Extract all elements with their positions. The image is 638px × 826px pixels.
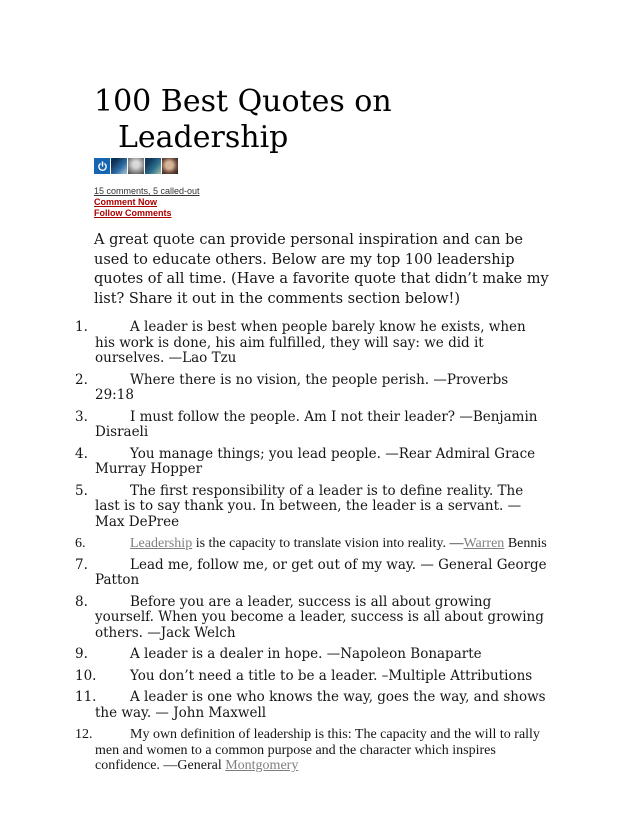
quote-number: 8.	[75, 593, 88, 610]
quote-number: 12.	[75, 727, 93, 742]
quote-link[interactable]: Warren	[463, 536, 505, 551]
comments-links	[94, 186, 549, 219]
quote-text-segment: is the capacity to translate vision into reality. —	[192, 536, 464, 551]
power-icon	[97, 161, 108, 172]
quote-text-segment: A leader is one who knows the way, goes the way, and shows the way. — John Maxwell	[95, 689, 546, 721]
quote-text-segment: Bennis	[504, 536, 547, 551]
page-title-line1: 100 Best Quotes on	[94, 84, 392, 119]
quote-text	[95, 320, 549, 367]
quote-text-segment: You manage things; you lead people. —Rear Admiral Grace Murray Hopper	[95, 445, 536, 477]
quote-item	[75, 371, 549, 404]
quote-number: 9.	[75, 646, 88, 662]
quote-text-segment: Lead me, follow me, or get out of my way. — General George Patton	[95, 556, 547, 588]
quote-text-segment: You don’t need a title to be a leader. –Multiple Attributions	[130, 667, 533, 684]
quote-text-segment: Where there is no vision, the people perish. —Proverbs 29:18	[95, 371, 509, 403]
quote-item	[75, 727, 549, 774]
quote-number: 2.	[75, 371, 88, 388]
quote-item	[75, 482, 549, 531]
quote-text-segment: Before you are a leader, success is all about growing yourself. When you become a leader, success is all about growing others. —Jack Welch	[95, 593, 544, 641]
quote-text-segment: A leader is best when people barely know he exists, when his work is done, his aim fulfilled, they will say: we did it ourselves. —Lao Tzu	[95, 319, 526, 366]
quote-text	[95, 595, 549, 642]
quote-text-segment: The first responsibility of a leader is to define reality. The last is to say thank you. In between, the leader is a servant. —Max DePree	[95, 482, 524, 530]
quote-text	[95, 410, 549, 441]
quote-text	[95, 447, 549, 478]
quote-text	[95, 690, 549, 721]
comment-now-link[interactable]: Comment Now	[94, 197, 157, 207]
commenter-avatar-3[interactable]	[145, 158, 161, 174]
quote-text	[95, 373, 549, 404]
quote-text	[95, 647, 549, 663]
quote-item	[75, 646, 549, 663]
quote-link[interactable]: Leadership	[130, 536, 193, 551]
quote-number: 10.	[75, 667, 97, 684]
commenter-avatar-4[interactable]	[162, 158, 178, 174]
quote-text-segment: I must follow the people. Am I not their leader? —Benjamin Disraeli	[95, 408, 538, 440]
commenter-avatar-2[interactable]	[128, 158, 144, 174]
quote-number: 6.	[75, 536, 86, 551]
follow-comments-link[interactable]: Follow Comments	[94, 208, 172, 218]
quote-text	[95, 536, 549, 552]
quote-item	[75, 593, 549, 642]
page-title-line2: Leadership	[118, 120, 289, 155]
quote-list	[75, 319, 549, 774]
quote-number: 1.	[75, 319, 88, 335]
quote-number: 4.	[75, 445, 88, 462]
quote-text-segment: A leader is a dealer in hope. —Napoleon Bonaparte	[130, 646, 482, 662]
quote-number: 7.	[75, 556, 88, 573]
quote-item	[75, 689, 549, 721]
commenter-avatar-strip	[94, 158, 549, 174]
quote-link[interactable]: Montgomery	[225, 758, 299, 773]
quote-item	[75, 319, 549, 367]
quote-text	[95, 669, 549, 685]
called-out-icon[interactable]	[94, 158, 110, 174]
article	[75, 84, 549, 780]
quote-item	[75, 445, 549, 478]
quote-item	[75, 556, 549, 589]
comments-summary-link[interactable]: 15 comments, 5 called-out	[94, 186, 200, 196]
quote-number: 3.	[75, 408, 88, 425]
quote-item	[75, 408, 549, 441]
quote-number: 5.	[75, 482, 88, 499]
commenter-avatar-1[interactable]	[111, 158, 127, 174]
quote-text	[95, 727, 549, 774]
quote-text	[95, 558, 549, 589]
intro-paragraph: A great quote can provide personal inspiration and can be used to educate others. Below are my top 100 leadership quotes of all time. (Have a favorite quote that didn’t make my list? Share it out in the comments section below!)	[94, 232, 549, 307]
quote-item	[75, 536, 549, 552]
quote-number: 11.	[75, 689, 97, 705]
page-title	[94, 84, 549, 156]
quote-text-segment: My own definition of leadership is this: The capacity and the will to rally men and women to a common purpose and the character which inspires confidence. —General	[95, 727, 540, 773]
quote-text	[95, 484, 549, 531]
quote-item	[75, 667, 549, 685]
